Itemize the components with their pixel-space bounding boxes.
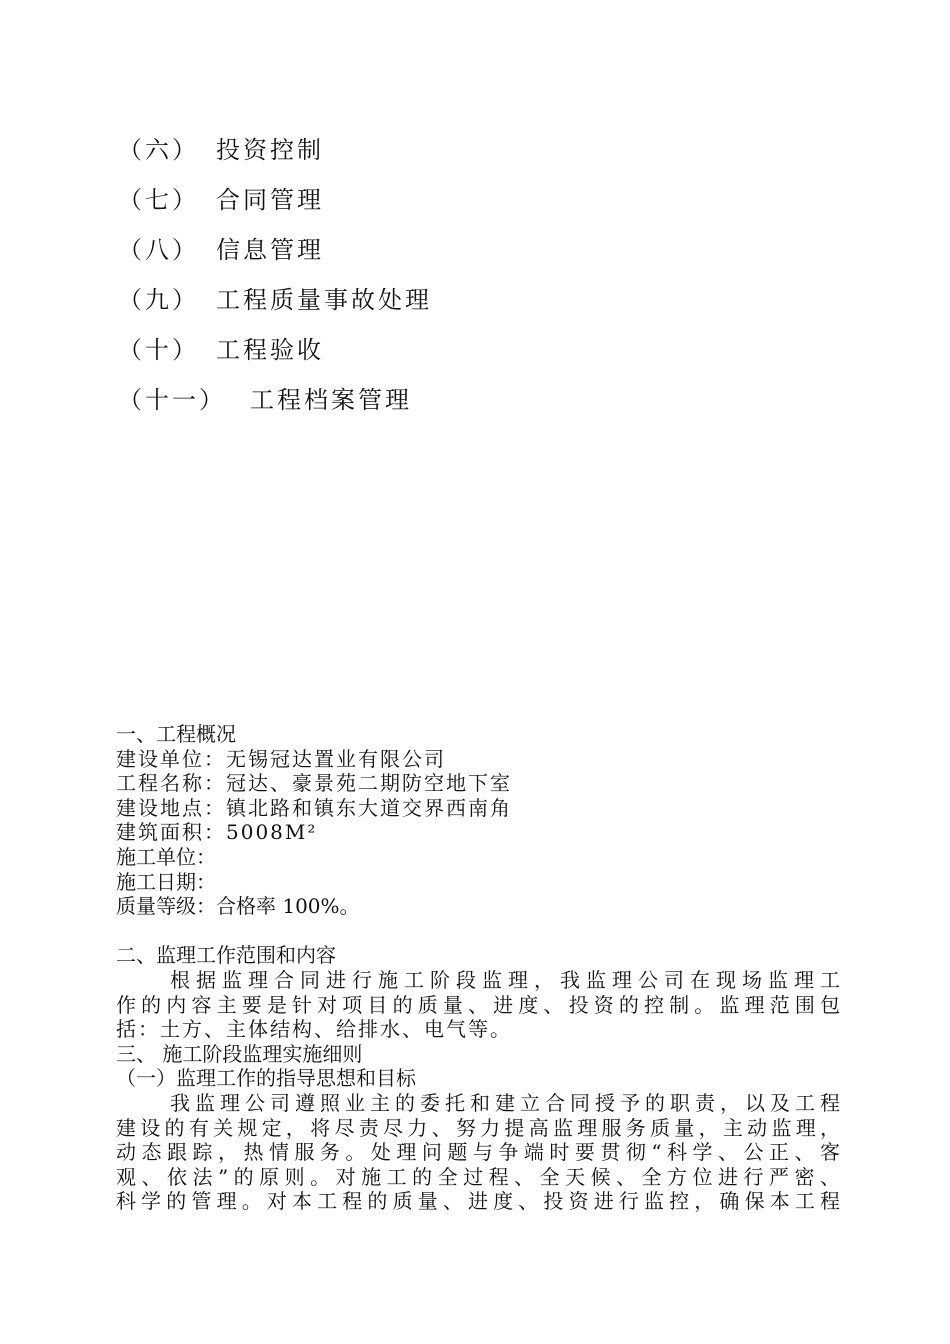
overview-line: 施工单位： [116, 844, 216, 869]
section-heading-overview: 一、工程概况 [116, 722, 236, 746]
paragraph-line: 观、依法”的原则。对施工的全过程、全天候、全方位进行严密、 [116, 1164, 841, 1189]
subsection-heading: （一）监理工作的指导思想和目标 [116, 1066, 416, 1091]
overview-line: 建设单位：无锡冠达置业有限公司 [116, 746, 446, 771]
toc-item [118, 128, 818, 178]
toc-item-number: （七） [118, 186, 199, 214]
blank-line [116, 919, 841, 944]
toc-item-number: （八） [118, 236, 199, 264]
document-body [116, 722, 841, 1214]
toc-item-title: 工程验收 [216, 336, 324, 364]
toc-item [118, 328, 818, 378]
overview-line: 施工日期： [116, 869, 216, 894]
toc-item-title: 工程质量事故处理 [216, 286, 432, 314]
paragraph-line: 科学的管理。对本工程的质量、进度、投资进行监控，确保本工程 [116, 1189, 841, 1214]
overview-line: 建筑面积：5008M² [116, 820, 318, 845]
toc-item-number: （九） [118, 286, 199, 314]
overview-line: 工程名称：冠达、豪景苑二期防空地下室 [116, 771, 512, 796]
paragraph-line: 动态跟踪，热情服务。处理问题与争端时要贯彻“科学、公正、客 [116, 1140, 841, 1165]
toc-item [118, 228, 818, 278]
overview-line: 建设地点：镇北路和镇东大道交界西南角 [116, 795, 512, 820]
toc-item-title: 工程档案管理 [250, 386, 412, 414]
paragraph-line: 建设的有关规定，将尽责尽力、努力提高监理服务质量，主动监理， [116, 1115, 841, 1140]
toc-item-title: 信息管理 [216, 236, 324, 264]
paragraph-line: 根据监理合同进行施工阶段监理，我监理公司在现场监理工 [170, 967, 841, 992]
toc-item [118, 278, 818, 328]
toc-item-title: 合同管理 [216, 186, 324, 214]
section-heading-scope: 二、监理工作范围和内容 [116, 943, 336, 968]
table-of-contents [118, 128, 818, 428]
toc-item-title: 投资控制 [216, 136, 324, 164]
toc-item-number: （十） [118, 336, 199, 364]
paragraph-line: 括：土方、主体结构、给排水、电气等。 [116, 1017, 512, 1042]
toc-item-number: （六） [118, 136, 199, 164]
section-heading-rules: 三、 施工阶段监理实施细则 [116, 1041, 363, 1066]
toc-item-number: （十一） [118, 386, 226, 414]
toc-item [118, 178, 818, 228]
paragraph-line: 我监理公司遵照业主的委托和建立合同授予的职责，以及工程 [170, 1090, 841, 1115]
toc-item [118, 378, 818, 428]
paragraph-line: 作的内容主要是针对项目的质量、进度、投资的控制。监理范围包 [116, 992, 841, 1017]
overview-line: 质量等级：合格率 100%。 [116, 894, 360, 919]
